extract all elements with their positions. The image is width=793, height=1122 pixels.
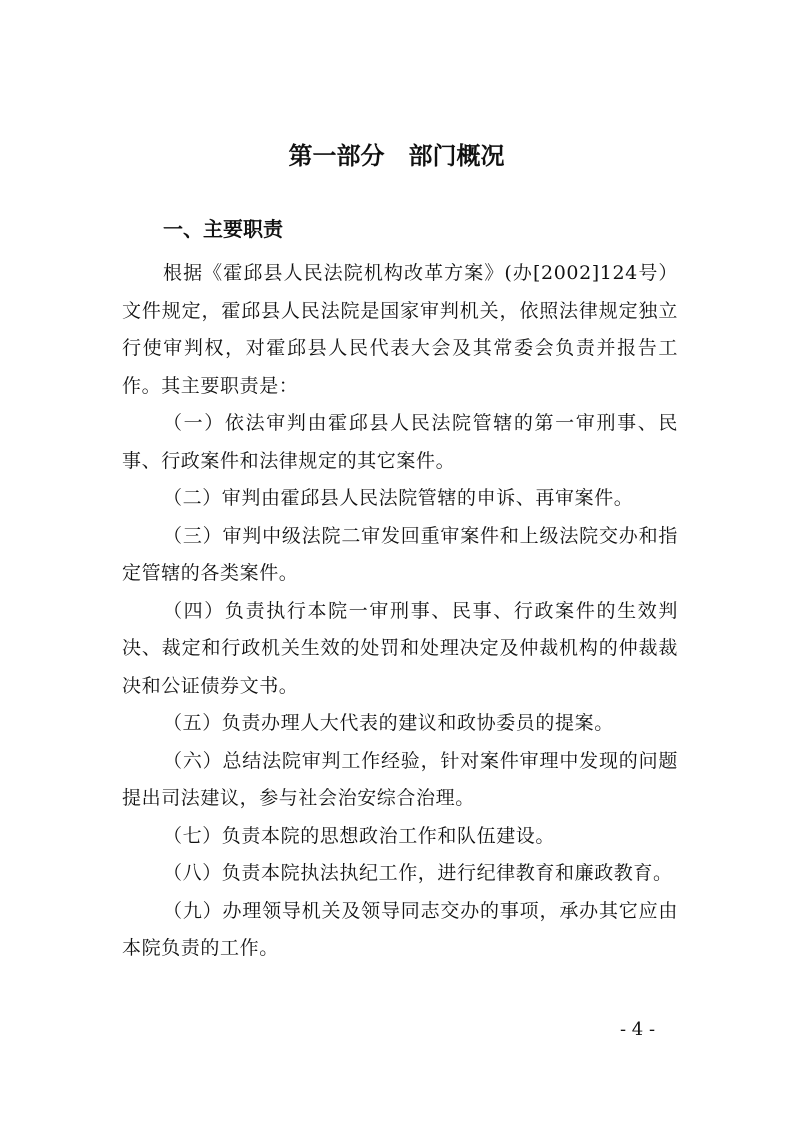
paragraph-duty-2: （二）审判由霍邱县人民法院管辖的申诉、再审案件。 [163, 487, 634, 509]
paragraph-duty-3: （三）审判中级法院二审发回重审案件和上级法院交办和指定管辖的各类案件。 [122, 524, 678, 584]
paragraph-duty-6: （六）总结法院审判工作经验，针对案件审理中发现的问题提出司法建议，参与社会治安综合治理。 [122, 749, 678, 809]
paragraph-duty-9: （九）办理领导机关及领导同志交办的事项，承办其它应由本院负责的工作。 [122, 899, 678, 959]
paragraph-duty-8: （八）负责本院执法执纪工作，进行纪律教育和廉政教育。 [163, 862, 673, 884]
paragraph-duty-5: （五）负责办理人大代表的建议和政协委员的提案。 [163, 712, 614, 734]
paragraph-duty-4: （四）负责执行本院一审刑事、民事、行政案件的生效判决、裁定和行政机关生效的处罚和处理决定及仲裁机构的仲裁裁决和公证债券文书。 [122, 599, 678, 697]
paragraph-intro: 根据《霍邱县人民法院机构改革方案》(办[2002]124号）文件规定，霍邱县人民法院是国家审判机关，依照法律规定独立行使审判权，对霍邱县人民代表大会及其常委会负责并报告工作。其主要职责是： [122, 262, 678, 397]
page-title: 第一部分 部门概况 [288, 142, 505, 170]
paragraph-duty-7: （七）负责本院的思想政治工作和队伍建设。 [163, 824, 556, 847]
paragraph-duty-1: （一）依法审判由霍邱县人民法院管辖的第一审刑事、民事、行政案件和法律规定的其它案件。 [122, 412, 678, 472]
page-number: - 4 - [620, 1019, 656, 1040]
body-text [122, 255, 678, 968]
section-heading: 一、主要职责 [163, 217, 283, 241]
